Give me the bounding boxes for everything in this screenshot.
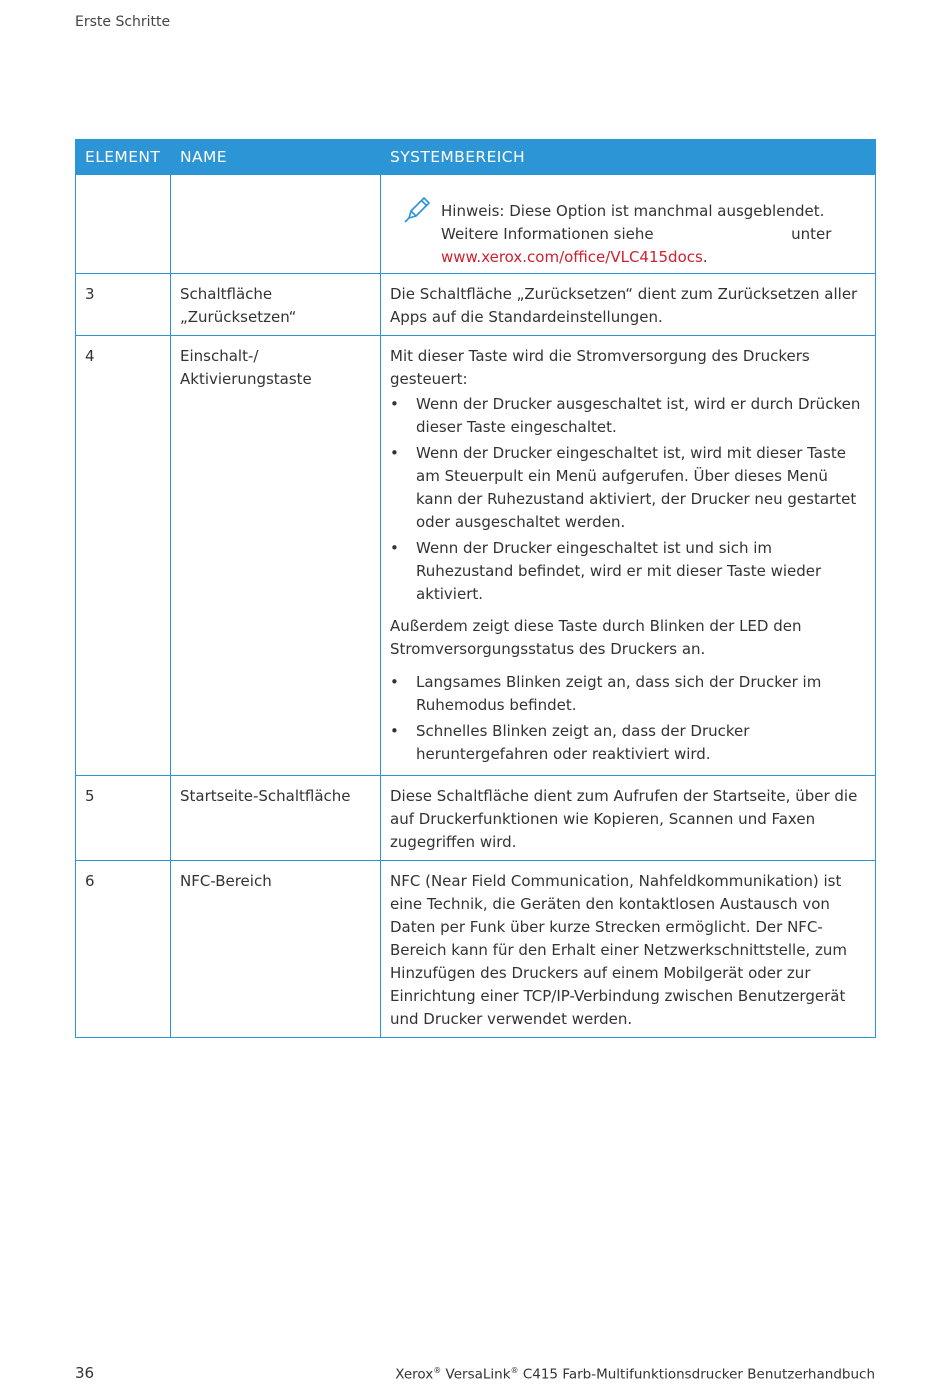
cell-element: 3 — [76, 274, 171, 336]
column-header-element: ELEMENT — [76, 140, 171, 175]
docs-link[interactable]: www.xerox.com/office/VLC415docs — [441, 248, 703, 266]
cell-element: 6 — [76, 861, 171, 1038]
list-item: • Schnelles Blinken zeigt an, dass der Drucker heruntergefahren oder reaktiviert wird. — [390, 720, 866, 766]
table-row — [76, 861, 876, 1038]
table-header-row — [76, 140, 876, 175]
column-header-name: NAME — [171, 140, 381, 175]
product-name: VersaLink — [445, 1366, 511, 1383]
cell-element — [76, 175, 171, 274]
note-end: . — [702, 248, 708, 266]
cell-element: 4 — [76, 336, 171, 776]
cell-desc — [381, 336, 876, 776]
cell-desc: Die Schaltfläche „Zurücksetzen“ dient zum Zurücksetzen aller Apps auf die Standardeinstellungen. — [381, 274, 876, 336]
brand-name: Xerox — [395, 1366, 434, 1383]
table-row — [76, 776, 876, 861]
intro-text: Mit dieser Taste wird die Stromversorgung des Druckers gesteuert: — [390, 347, 810, 388]
registered-mark: ® — [510, 1366, 519, 1375]
cell-name: NFC-Bereich — [171, 861, 381, 1038]
cell-desc: NFC (Near Field Communication, Nahfeldkommunikation) ist eine Technik, die Geräten den kontaktlosen Austausch von Daten per Funk über kurze Strecken ermöglicht. Der NFC-Bereich kann für den Erhalt einer Netzwerkschnittstelle, zum Hinzufügen des Druckers auf einem Mobilgerät oder zur Einrichtung einer TCP/IP-Verbindung zwischen Benutzergerät und Drucker verwendet werden. — [381, 861, 876, 1038]
note-text — [441, 200, 866, 269]
page-number: 36 — [75, 1364, 95, 1382]
cell-desc: Diese Schaltfläche dient zum Aufrufen der Startseite, über die auf Druckerfunktionen wie Kopieren, Scannen und Faxen zugegriffen wird. — [381, 776, 876, 861]
column-header-systembereich: SYSTEMBEREICH — [381, 140, 876, 175]
table-row-note — [76, 175, 876, 274]
note-box — [390, 184, 866, 269]
note-text-part-2: unter — [791, 225, 832, 243]
cell-name: Einschalt-/ Aktivierungstaste — [171, 336, 381, 776]
table-row — [76, 274, 876, 336]
cell-name: Startseite-Schaltfläche — [171, 776, 381, 861]
paragraph: Außerdem zeigt diese Taste durch Blinken der LED den Stromversorgungsstatus des Druckers an. — [390, 617, 802, 658]
spec-table — [75, 139, 876, 1038]
cell-desc — [381, 175, 876, 274]
running-head: Erste Schritte — [75, 14, 171, 30]
registered-mark: ® — [433, 1366, 442, 1375]
cell-name — [171, 175, 381, 274]
list-item: • Wenn der Drucker ausgeschaltet ist, wird er durch Drücken dieser Taste eingeschaltet. — [390, 393, 866, 439]
note-text-part-1: Hinweis: Diese Option ist manchmal ausgeblendet. Weitere Informationen siehe — [441, 202, 825, 243]
cell-name: Schaltfläche „Zurücksetzen“ — [171, 274, 381, 336]
pen-icon — [403, 194, 441, 269]
list-item: • Wenn der Drucker eingeschaltet ist und sich im Ruhezustand befindet, wird er mit dieser Taste wieder aktiviert. — [390, 537, 866, 606]
list-item: • Langsames Blinken zeigt an, dass sich der Drucker im Ruhemodus befindet. — [390, 671, 866, 717]
running-foot — [395, 1366, 875, 1383]
bullet-list — [390, 393, 866, 606]
manual-title: C415 Farb-Multifunktionsdrucker Benutzerhandbuch — [522, 1366, 875, 1383]
bullet-list — [390, 671, 866, 766]
table-row — [76, 336, 876, 776]
cell-element: 5 — [76, 776, 171, 861]
list-item: • Wenn der Drucker eingeschaltet ist, wird mit dieser Taste am Steuerpult ein Menü aufgerufen. Über dieses Menü kann der Ruhezustand aktiviert, der Drucker neu gestartet oder ausgeschaltet werden. — [390, 442, 866, 534]
